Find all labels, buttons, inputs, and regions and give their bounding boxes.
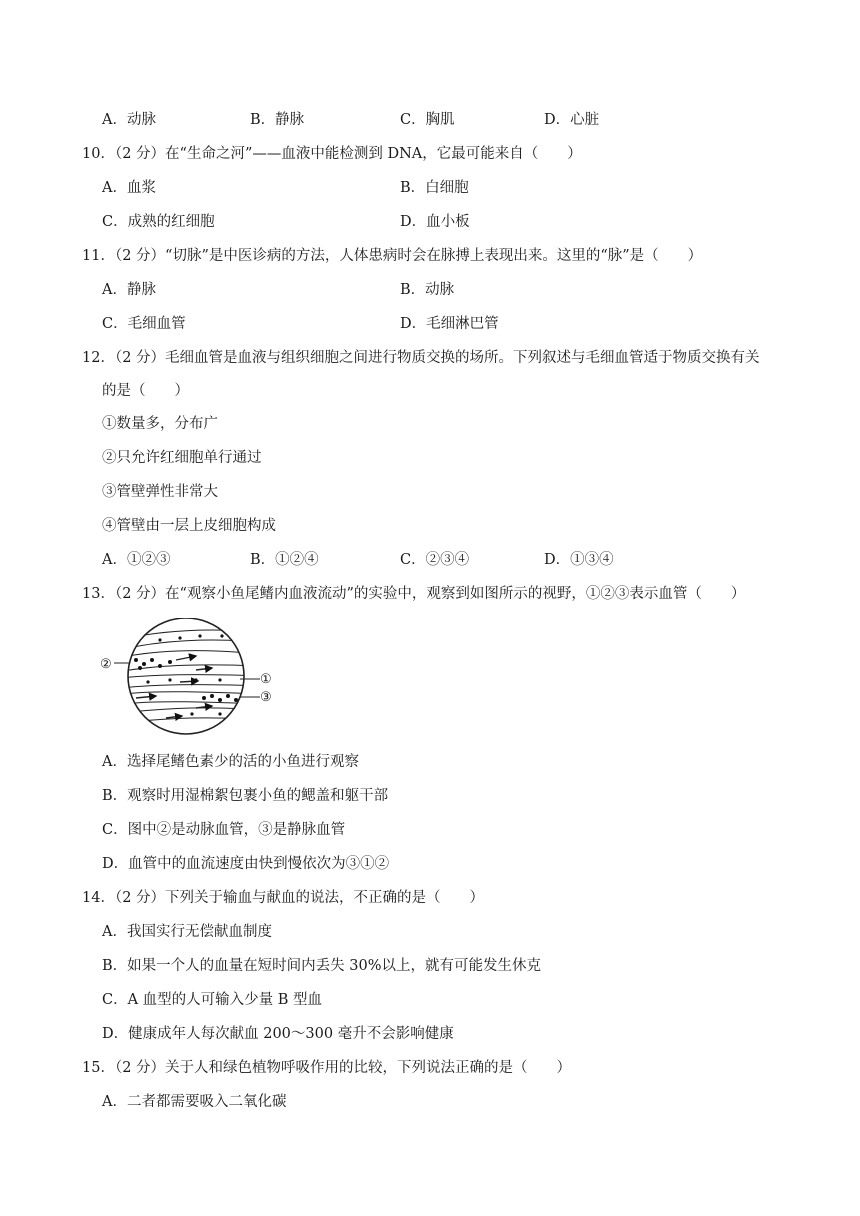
q13-option-d: D．血管中的血流速度由快到慢依次为③①② xyxy=(102,856,390,872)
q15-option-a: A．二者都需要吸入二氧化碳 xyxy=(102,1094,287,1110)
figure-label-3: ③ xyxy=(260,690,272,705)
q12-statement-2: ②只允许红细胞单行通过 xyxy=(102,450,262,466)
blood-vessels xyxy=(118,630,260,722)
q10-option-b: B．白细胞 xyxy=(400,180,469,196)
q14-option-d: D．健康成年人每次献血 200～300 毫升不会影响健康 xyxy=(102,1026,454,1042)
q11-option-c: C．毛细血管 xyxy=(102,316,186,332)
q13-option-a: A．选择尾鳍色素少的活的小鱼进行观察 xyxy=(102,754,359,770)
figure-label-1: ① xyxy=(260,672,272,687)
q12-stem-line1: 12．（2 分）毛细血管是血液与组织细胞之间进行物质交换的场所。下列叙述与毛细血管适于物质交换有关 xyxy=(82,350,760,366)
q13-option-b: B．观察时用湿棉絮包裹小鱼的鳃盖和躯干部 xyxy=(102,788,389,804)
fish-tail-microscope-figure xyxy=(100,618,280,738)
q12-stem-line2: 的是（ ） xyxy=(102,383,189,399)
q14-option-a: A．我国实行无偿献血制度 xyxy=(102,924,272,940)
q12-option-c: C．②③④ xyxy=(400,552,470,568)
q10-option-c: C．成熟的红细胞 xyxy=(102,214,215,230)
q10-option-a: A．血浆 xyxy=(102,180,156,196)
q9-option-c: C．胸肌 xyxy=(400,112,455,128)
q14-option-c: C．A 血型的人可输入少量 B 型血 xyxy=(102,992,323,1008)
q15-stem: 15．（2 分）关于人和绿色植物呼吸作用的比较，下列说法正确的是（ ） xyxy=(82,1060,572,1076)
q10-stem: 10．（2 分）在“生命之河”——血液中能检测到 DNA，它最可能来自（ ） xyxy=(82,146,582,162)
q9-option-d: D．心脏 xyxy=(544,112,600,128)
q11-option-d: D．毛细淋巴管 xyxy=(400,316,499,332)
q14-stem: 14．（2 分）下列关于输血与献血的说法，不正确的是（ ） xyxy=(82,890,485,906)
q11-option-b: B．动脉 xyxy=(400,282,455,298)
q13-stem: 13．（2 分）在“观察小鱼尾鳍内血液流动”的实验中，观察到如图所示的视野，①②③表示血管（ ） xyxy=(82,586,746,602)
q14-option-b: B．如果一个人的血量在短时间内丢失 30%以上，就有可能发生休克 xyxy=(102,958,541,974)
q9-option-a: A．动脉 xyxy=(102,112,156,128)
q10-option-d: D．血小板 xyxy=(400,214,470,230)
q12-option-a: A．①②③ xyxy=(102,552,171,568)
q13-option-c: C．图中②是动脉血管，③是静脉血管 xyxy=(102,822,346,838)
q12-statement-1: ①数量多，分布广 xyxy=(102,416,218,432)
q12-option-d: D．①③④ xyxy=(544,552,614,568)
q9-option-b: B．静脉 xyxy=(250,112,305,128)
q12-statement-4: ④管壁由一层上皮细胞构成 xyxy=(102,518,276,534)
q12-option-b: B．①②④ xyxy=(250,552,319,568)
q12-statement-3: ③管壁弹性非常大 xyxy=(102,484,218,500)
figure-label-2: ② xyxy=(100,657,112,672)
q11-option-a: A．静脉 xyxy=(102,282,156,298)
q11-stem: 11．（2 分）“切脉”是中医诊病的方法，人体患病时会在脉搏上表现出来。这里的“脉”是（ ） xyxy=(82,248,703,264)
